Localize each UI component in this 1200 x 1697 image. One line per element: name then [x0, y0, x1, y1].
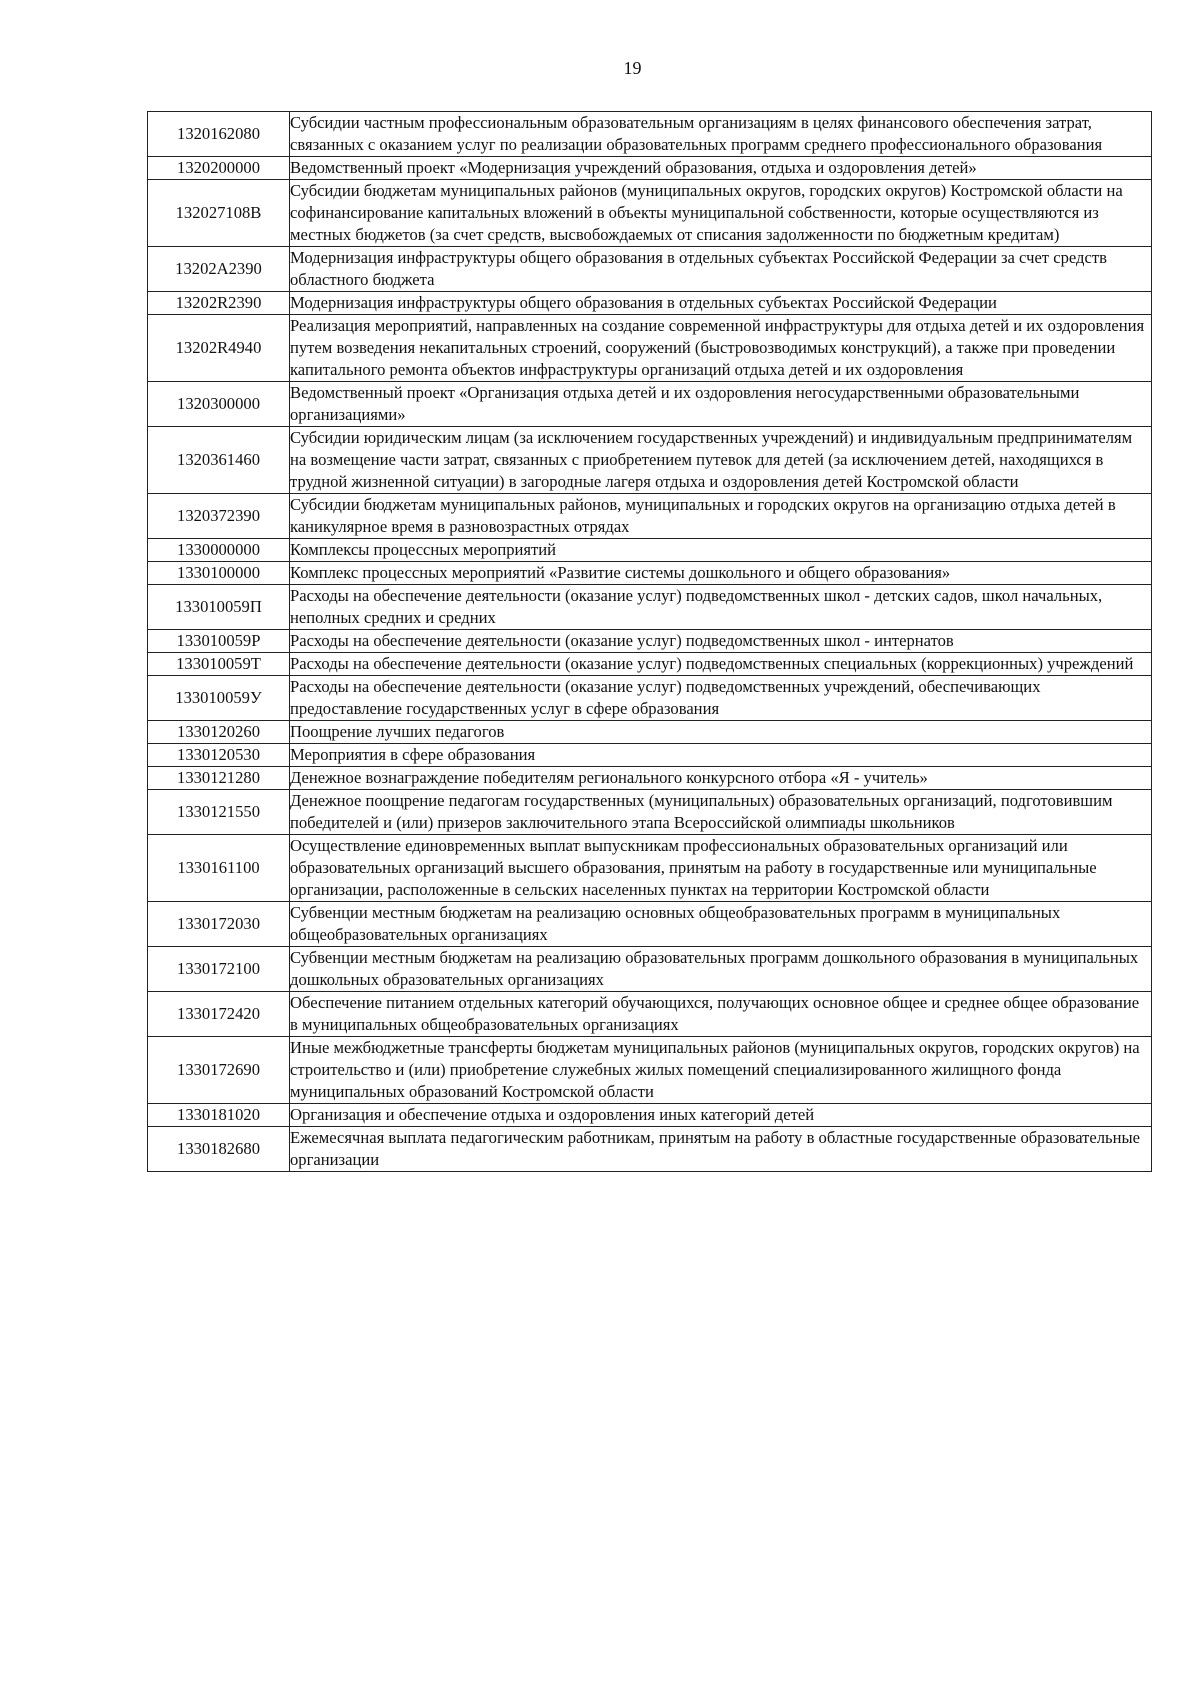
row-code: 1330172030 — [148, 902, 290, 947]
row-code: 133010059Т — [148, 653, 290, 676]
row-code: 1330182680 — [148, 1127, 290, 1172]
row-code: 1320300000 — [148, 382, 290, 427]
table-row — [148, 721, 1152, 744]
row-description: Субсидии юридическим лицам (за исключением государственных учреждений) и индивидуальным предпринимателям на возмещение части затрат, связанных с приобретением путевок для детей (за исключением детей, находящихся в трудной жизненной ситуации) в загородные лагеря отдыха и оздоровления детей Костромской области — [290, 427, 1152, 494]
table-row — [148, 653, 1152, 676]
table-row — [148, 292, 1152, 315]
row-description: Модернизация инфраструктуры общего образования в отдельных субъектах Российской Федерации за счет средств областного бюджета — [290, 247, 1152, 292]
row-description: Реализация мероприятий, направленных на создание современной инфраструктуры для отдыха детей и их оздоровления путем возведения некапитальных строений, сооружений (быстровозводимых конструкций), а также при проведении капитального ремонта объектов инфраструктуры организаций отдыха детей и их оздоровления — [290, 315, 1152, 382]
table-row — [148, 992, 1152, 1037]
table-row — [148, 676, 1152, 721]
row-code: 1330120260 — [148, 721, 290, 744]
table-row — [148, 947, 1152, 992]
table-row — [148, 494, 1152, 539]
row-description: Осуществление единовременных выплат выпускникам профессиональных образовательных организаций или образовательных организаций высшего образования, принятым на работу в государственные или муниципальные организации, расположенные в сельских населенных пунктах на территории Костромской области — [290, 835, 1152, 902]
row-description: Субвенции местным бюджетам на реализацию основных общеобразовательных программ в муниципальных общеобразовательных организациях — [290, 902, 1152, 947]
row-description: Ведомственный проект «Модернизация учреждений образования, отдыха и оздоровления детей» — [290, 157, 1152, 180]
row-description: Расходы на обеспечение деятельности (оказание услуг) подведомственных специальных (коррекционных) учреждений — [290, 653, 1152, 676]
row-description: Обеспечение питанием отдельных категорий обучающихся, получающих основное общее и среднее общее образование в муниципальных общеобразовательных организациях — [290, 992, 1152, 1037]
table-row — [148, 247, 1152, 292]
row-description: Денежное вознаграждение победителям регионального конкурсного отбора «Я - учитель» — [290, 767, 1152, 790]
row-code: 1330172420 — [148, 992, 290, 1037]
row-description: Субсидии частным профессиональным образовательным организациям в целях финансового обеспечения затрат, связанных с оказанием услуг по реализации образовательных программ среднего профессионального образования — [290, 112, 1152, 157]
row-description: Субсидии бюджетам муниципальных районов, муниципальных и городских округов на организацию отдыха детей в каникулярное время в разновозрастных отрядах — [290, 494, 1152, 539]
row-code: 132027108В — [148, 180, 290, 247]
row-description: Ежемесячная выплата педагогическим работникам, принятым на работу в областные государственные образовательные организации — [290, 1127, 1152, 1172]
row-description: Иные межбюджетные трансферты бюджетам муниципальных районов (муниципальных округов, городских округов) на строительство и (или) приобретение служебных жилых помещений специализированного жилищного фонда муниципальных образований Костромской области — [290, 1037, 1152, 1104]
table-row — [148, 744, 1152, 767]
row-code: 1320162080 — [148, 112, 290, 157]
page-number: 19 — [623, 58, 642, 78]
row-description: Денежное поощрение педагогам государственных (муниципальных) образовательных организаций, подготовившим победителей и (или) призеров заключительного этапа Всероссийской олимпиады школьников — [290, 790, 1152, 835]
table-row — [148, 1037, 1152, 1104]
row-code: 1320372390 — [148, 494, 290, 539]
table-row — [148, 315, 1152, 382]
row-code: 133010059Р — [148, 630, 290, 653]
row-code: 1320200000 — [148, 157, 290, 180]
row-description: Ведомственный проект «Организация отдыха детей и их оздоровления негосударственными образовательными организациями» — [290, 382, 1152, 427]
table-row — [148, 180, 1152, 247]
row-description: Поощрение лучших педагогов — [290, 721, 1152, 744]
table-row — [148, 427, 1152, 494]
row-description: Комплекс процессных мероприятий «Развитие системы дошкольного и общего образования» — [290, 562, 1152, 585]
budget-codes-table — [147, 111, 1152, 1172]
table-row — [148, 767, 1152, 790]
row-code: 1320361460 — [148, 427, 290, 494]
row-description: Субсидии бюджетам муниципальных районов (муниципальных округов, городских округов) Костромской области на софинансирование капитальных вложений в объекты муниципальной собственности, которые осуществляются из местных бюджетов (за счет средств, высвобождаемых от списания задолженности по бюджетным кредитам) — [290, 180, 1152, 247]
row-code: 13202R4940 — [148, 315, 290, 382]
row-code: 1330181020 — [148, 1104, 290, 1127]
table-row — [148, 585, 1152, 630]
row-code: 1330121550 — [148, 790, 290, 835]
row-description: Субвенции местным бюджетам на реализацию образовательных программ дошкольного образования в муниципальных дошкольных образовательных организациях — [290, 947, 1152, 992]
table-row — [148, 630, 1152, 653]
table-row — [148, 539, 1152, 562]
row-code: 1330161100 — [148, 835, 290, 902]
table-row — [148, 157, 1152, 180]
row-description: Мероприятия в сфере образования — [290, 744, 1152, 767]
table-row — [148, 1127, 1152, 1172]
row-code: 133010059У — [148, 676, 290, 721]
row-code: 1330172690 — [148, 1037, 290, 1104]
table-row — [148, 562, 1152, 585]
table-row — [148, 1104, 1152, 1127]
row-description: Расходы на обеспечение деятельности (оказание услуг) подведомственных учреждений, обеспечивающих предоставление государственных услуг в сфере образования — [290, 676, 1152, 721]
row-description: Комплексы процессных мероприятий — [290, 539, 1152, 562]
row-code: 1330172100 — [148, 947, 290, 992]
row-description: Расходы на обеспечение деятельности (оказание услуг) подведомственных школ - детских садов, школ начальных, неполных средних и средних — [290, 585, 1152, 630]
row-code: 1330000000 — [148, 539, 290, 562]
table-row — [148, 112, 1152, 157]
row-code: 13202A2390 — [148, 247, 290, 292]
table-row — [148, 835, 1152, 902]
row-code: 133010059П — [148, 585, 290, 630]
row-code: 1330121280 — [148, 767, 290, 790]
table-row — [148, 790, 1152, 835]
table-row — [148, 382, 1152, 427]
row-description: Организация и обеспечение отдыха и оздоровления иных категорий детей — [290, 1104, 1152, 1127]
table-body — [148, 112, 1152, 1172]
row-code: 1330100000 — [148, 562, 290, 585]
row-description: Модернизация инфраструктуры общего образования в отдельных субъектах Российской Федерации — [290, 292, 1152, 315]
table-row — [148, 902, 1152, 947]
row-code: 13202R2390 — [148, 292, 290, 315]
row-description: Расходы на обеспечение деятельности (оказание услуг) подведомственных школ - интернатов — [290, 630, 1152, 653]
row-code: 1330120530 — [148, 744, 290, 767]
